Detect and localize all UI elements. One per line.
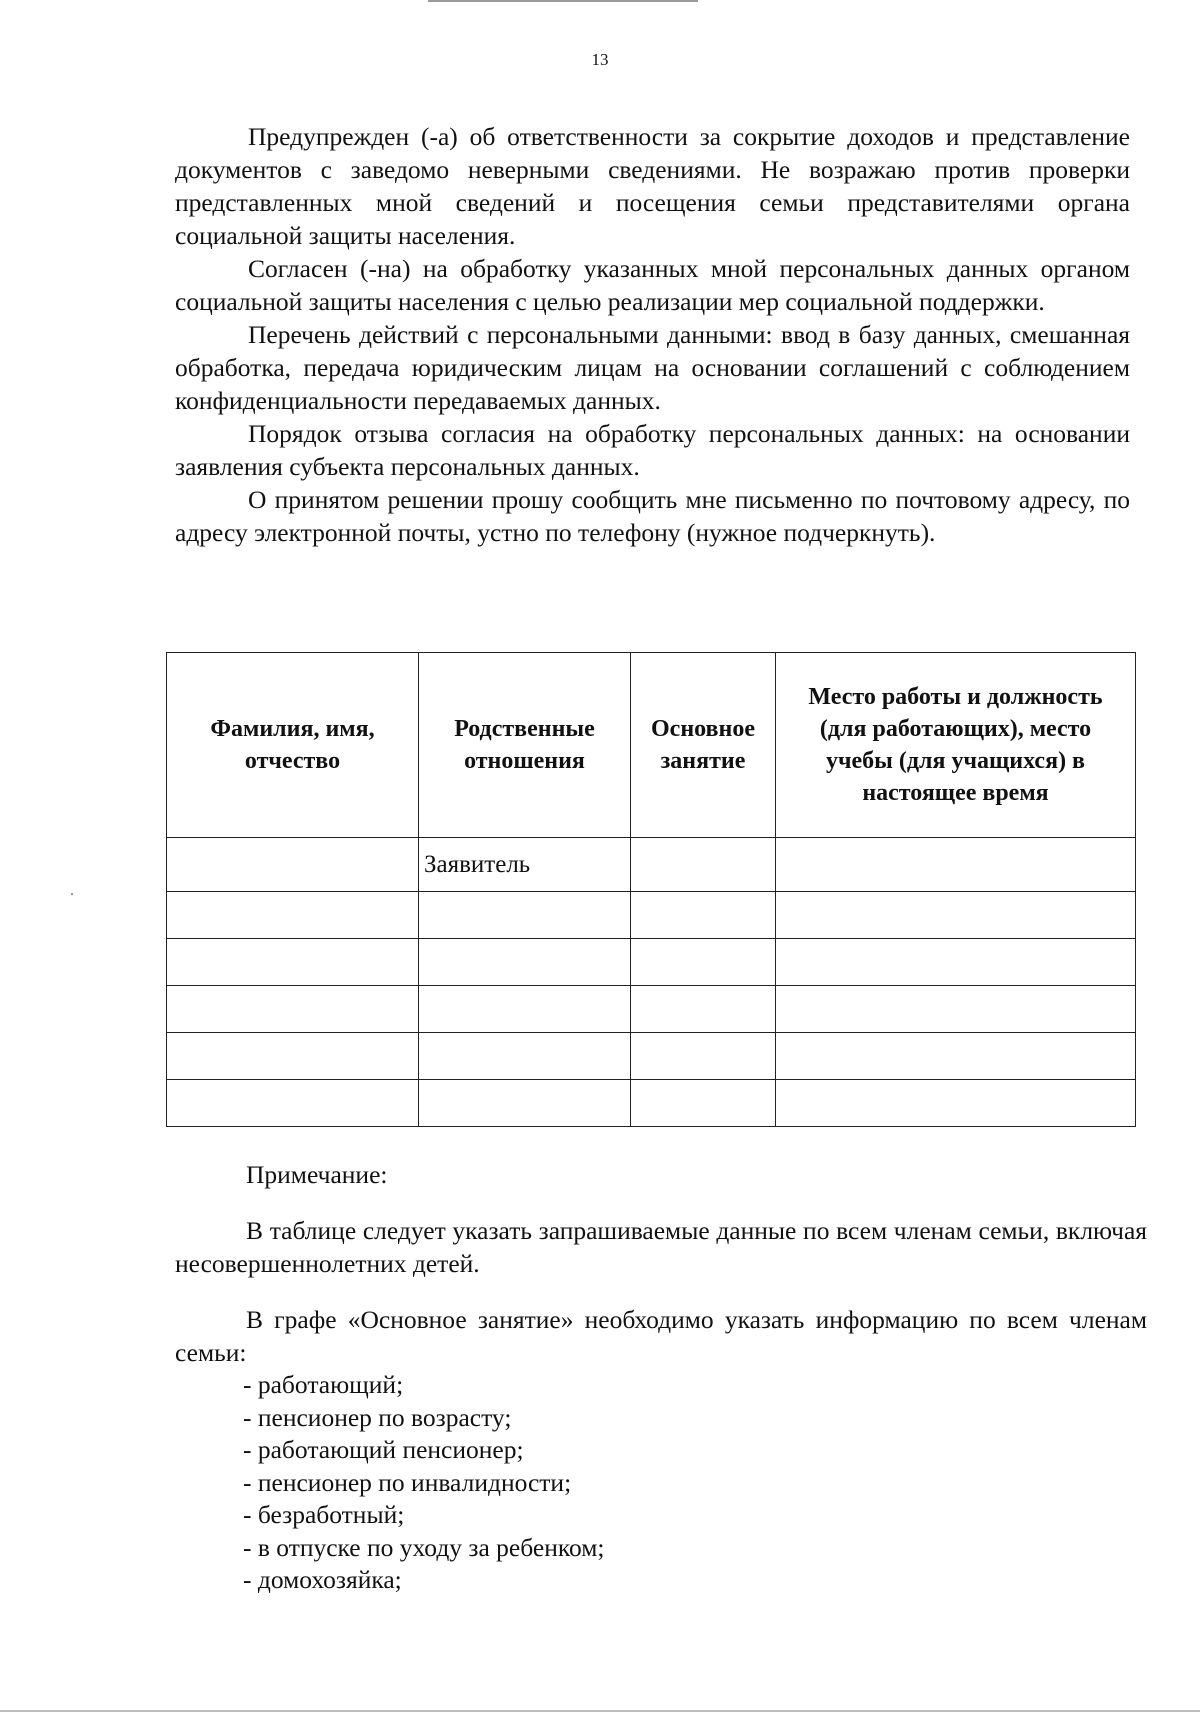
full-name-cell[interactable] xyxy=(167,838,419,892)
workplace-cell[interactable] xyxy=(776,939,1136,986)
page-number: 13 xyxy=(591,50,609,69)
relationship-cell[interactable] xyxy=(419,892,631,939)
full-name-cell[interactable] xyxy=(167,939,419,986)
bottom-edge-rule xyxy=(0,1710,1200,1712)
note-occupation-paragraph: В графе «Основное занятие» необходимо указать информацию по всем членам семьи: xyxy=(175,1305,1147,1367)
consent-withdrawal-paragraph: Порядок отзыва согласия на обработку персональных данных: на основании заявления субъекта персональных данных. xyxy=(175,419,1130,481)
full-name-cell[interactable] xyxy=(167,986,419,1033)
full-name-cell[interactable] xyxy=(167,892,419,939)
table-row xyxy=(167,1033,1136,1080)
table-row xyxy=(167,1080,1136,1127)
relationship-cell[interactable]: Заявитель xyxy=(419,838,631,892)
list-item: - работающий пенсионер; xyxy=(243,1435,524,1464)
note-family-members-paragraph: В таблице следует указать запрашиваемые данные по всем членам семьи, включая несовершеннолетних детей. xyxy=(175,1216,1147,1278)
data-actions-paragraph: Перечень действий с персональными данными: ввод в базу данных, смешанная обработка, передача юридическим лицам на основании соглашений с соблюдением конфиденциальности передаваемых данных. xyxy=(175,320,1130,415)
occupation-cell[interactable] xyxy=(631,1033,776,1080)
consent-section xyxy=(175,120,1130,549)
header-full-name: Фамилия, имя, отчество xyxy=(167,653,419,838)
list-item: - в отпуске по уходу за ребенком; xyxy=(243,1532,605,1562)
table-row xyxy=(167,838,1136,892)
table-row xyxy=(167,892,1136,939)
workplace-cell[interactable] xyxy=(776,892,1136,939)
header-relationship: Родственные отношения xyxy=(419,653,631,838)
workplace-cell[interactable] xyxy=(776,1033,1136,1080)
relationship-cell[interactable] xyxy=(419,1080,631,1127)
list-item: - безработный; xyxy=(243,1500,405,1529)
note-section xyxy=(175,1158,1147,1597)
occupation-options-list xyxy=(175,1369,1147,1597)
scan-speck xyxy=(71,893,73,895)
list-item: - пенсионер по возрасту; xyxy=(243,1402,512,1432)
full-name-cell[interactable] xyxy=(167,1080,419,1127)
top-edge-rule xyxy=(428,0,698,2)
note-title: Примечание: xyxy=(246,1160,388,1189)
table-row xyxy=(167,939,1136,986)
header-workplace-study: Место работы и должность (для работающих), место учебы (для учащихся) в настоящее время xyxy=(776,653,1136,838)
liability-warning-paragraph: Предупрежден (-а) об ответственности за сокрытие доходов и представление документов с заведомо неверными сведениями. Не возражаю против проверки представленных мной сведений и посещения семьи представителями органа социальной защиты населения. xyxy=(175,122,1130,250)
occupation-cell[interactable] xyxy=(631,838,776,892)
notification-method-paragraph: О принятом решении прошу сообщить мне письменно по почтовому адресу, по адресу электронной почты, устно по телефону (нужное подчеркнуть). xyxy=(175,485,1130,547)
list-item: - работающий; xyxy=(243,1370,404,1399)
relationship-cell[interactable] xyxy=(419,1033,631,1080)
occupation-cell[interactable] xyxy=(631,939,776,986)
occupation-cell[interactable] xyxy=(631,986,776,1033)
occupation-cell[interactable] xyxy=(631,1080,776,1127)
header-main-occupation: Основное занятие xyxy=(631,653,776,838)
personal-data-consent-paragraph: Согласен (-на) на обработку указанных мной персональных данных органом социальной защиты населения с целью реализации мер социальной поддержки. xyxy=(175,254,1130,316)
full-name-cell[interactable] xyxy=(167,1033,419,1080)
workplace-cell[interactable] xyxy=(776,986,1136,1033)
relationship-cell[interactable] xyxy=(419,986,631,1033)
relationship-cell[interactable] xyxy=(419,939,631,986)
workplace-cell[interactable] xyxy=(776,838,1136,892)
list-item: - пенсионер по инвалидности; xyxy=(243,1467,572,1497)
occupation-cell[interactable] xyxy=(631,892,776,939)
table-row xyxy=(167,986,1136,1033)
workplace-cell[interactable] xyxy=(776,1080,1136,1127)
list-item: - домохозяйка; xyxy=(243,1565,402,1594)
table-header-row xyxy=(167,653,1136,838)
family-members-table xyxy=(166,652,1136,1127)
